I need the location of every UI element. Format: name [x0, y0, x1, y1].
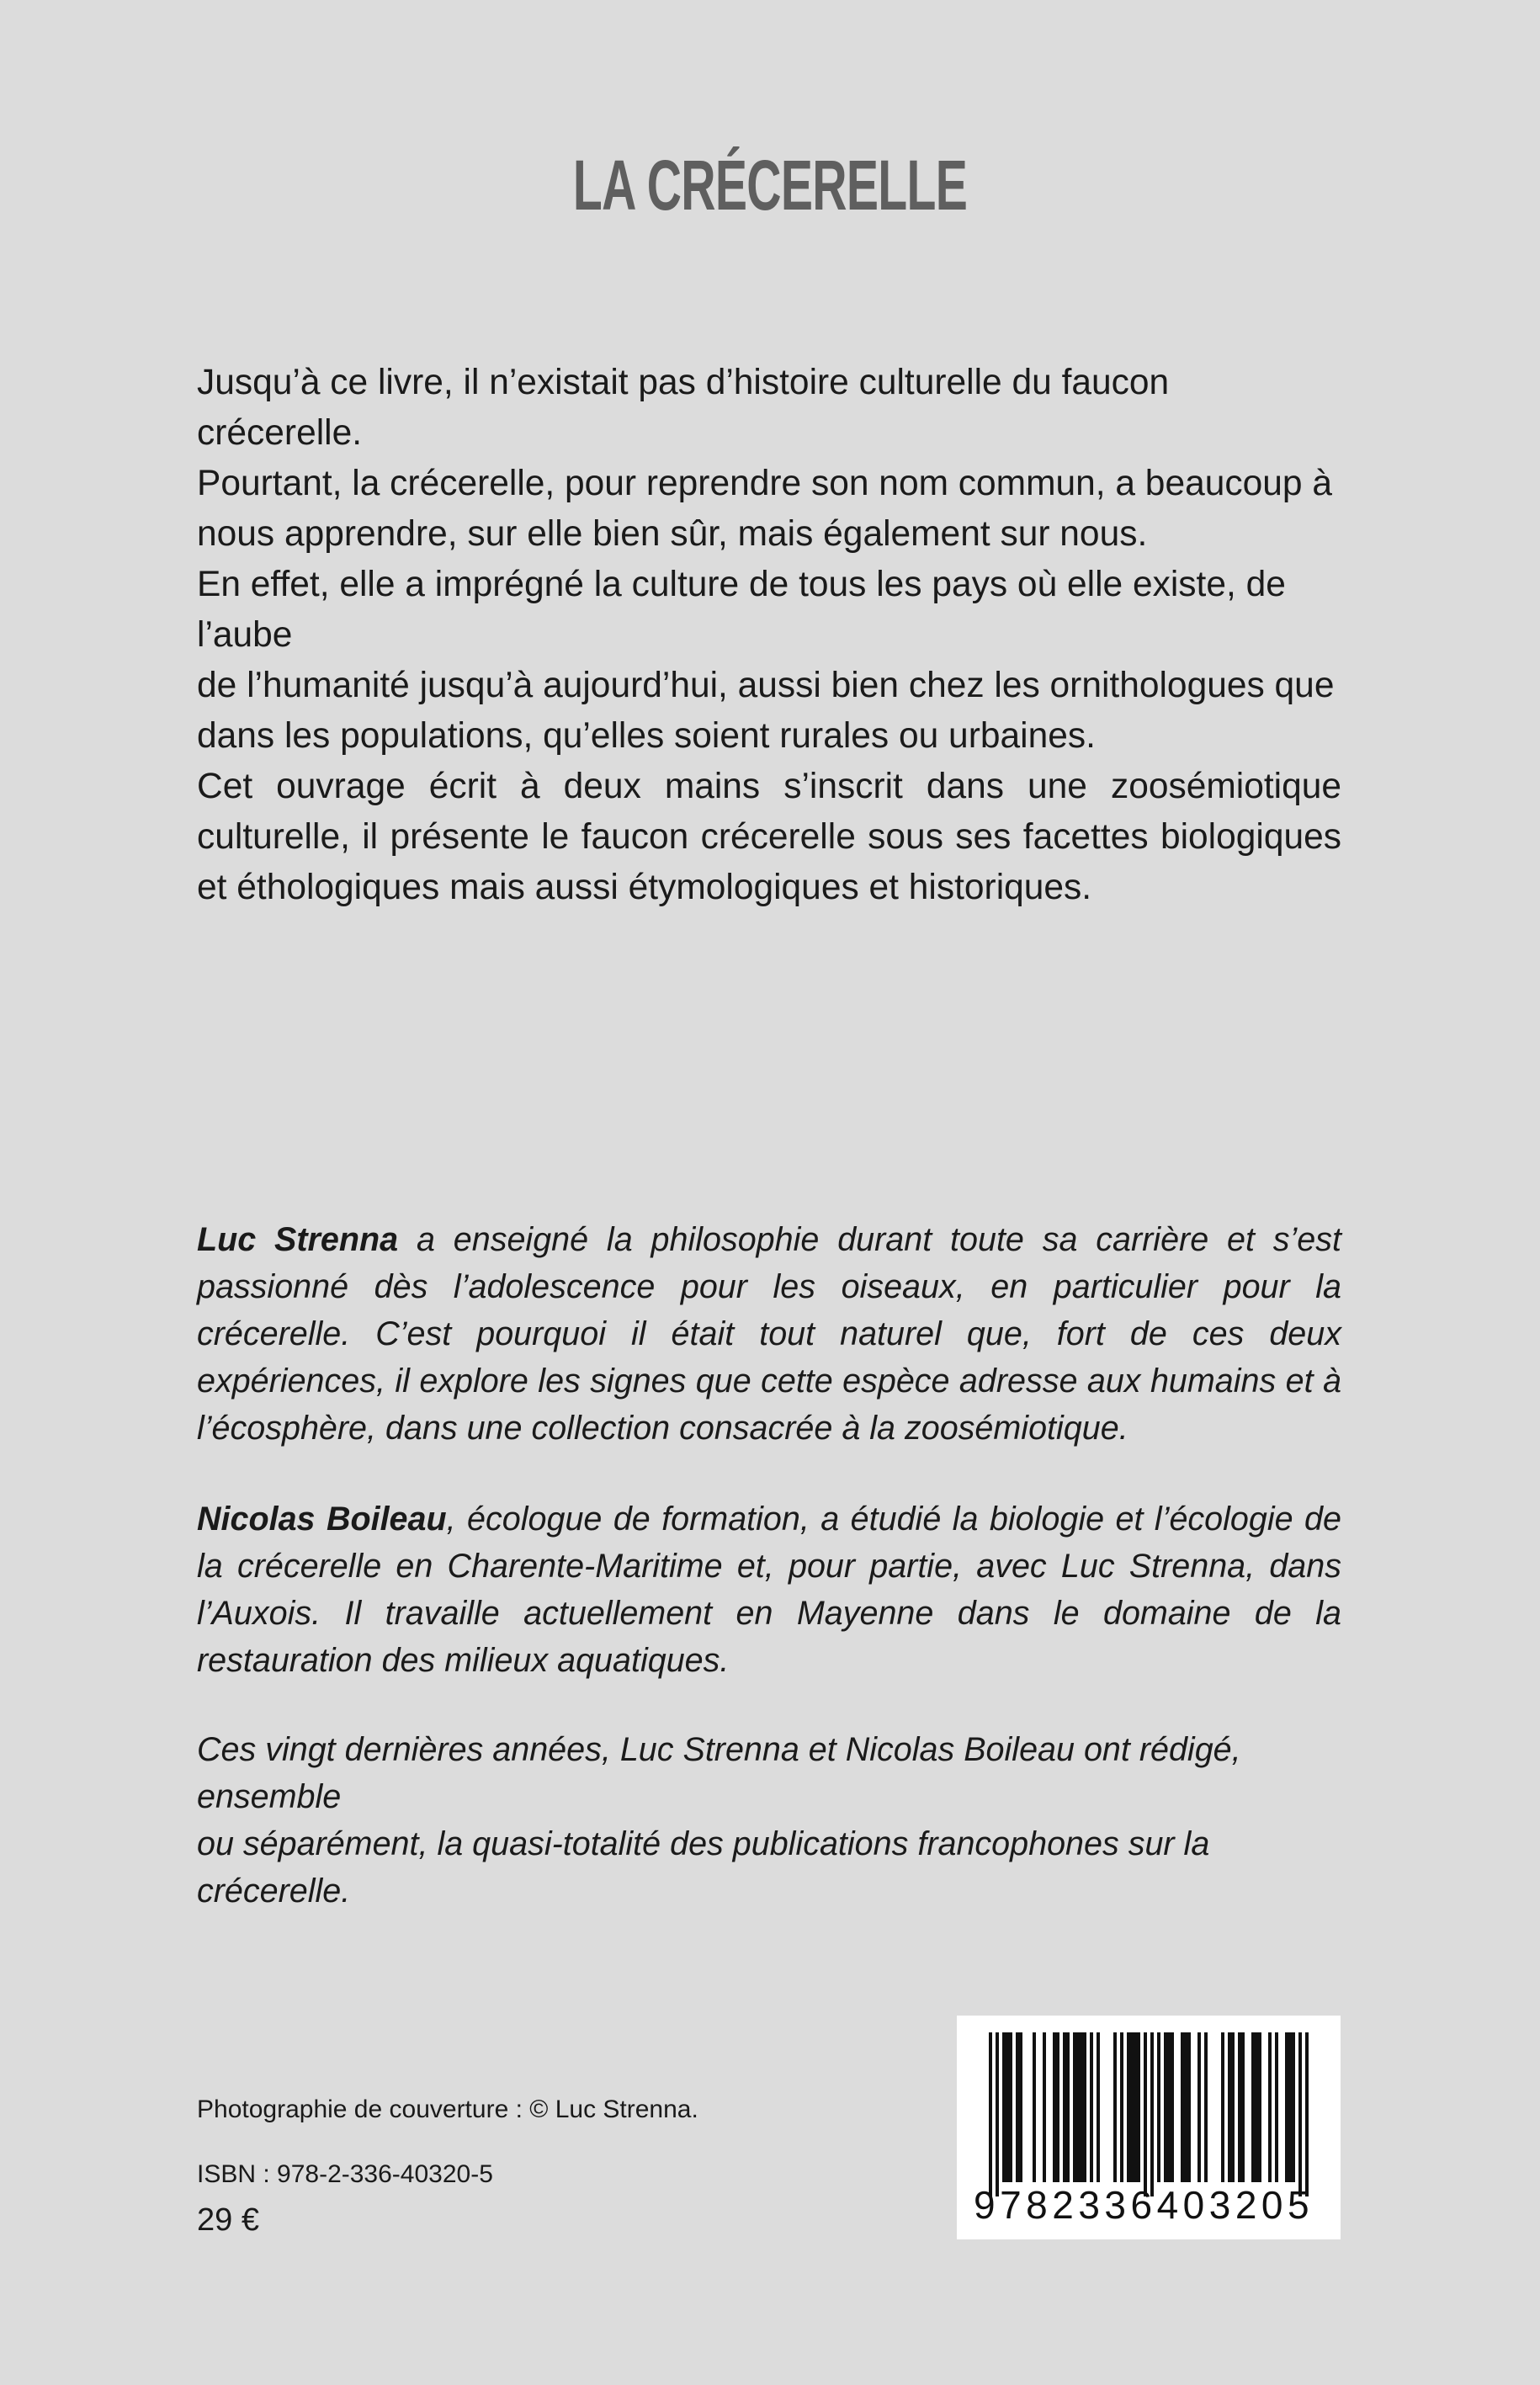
barcode-bar — [1130, 2032, 1134, 2182]
author-name: Nicolas Boileau — [197, 1501, 447, 1538]
blurb-line: nous apprendre, sur elle bien sûr, mais également sur nous. — [197, 514, 1148, 554]
barcode-bar — [1241, 2032, 1245, 2182]
barcode-bar — [1171, 2032, 1174, 2182]
barcode-bar — [1288, 2032, 1292, 2182]
blurb-paragraph-2 — [197, 459, 1341, 762]
barcode-bar — [1134, 2032, 1137, 2182]
book-title: LA CRÉCERELLE — [572, 146, 968, 225]
barcode-bar — [1305, 2032, 1309, 2196]
barcode-bar — [1097, 2032, 1100, 2182]
barcode-bar — [1238, 2032, 1241, 2182]
barcode-bar — [989, 2032, 992, 2196]
blurb-paragraph-3: Cet ouvrage écrit à deux mains s’inscrit dans une zoosémiotique culturelle, il présente le faucon crécerelle sous ses facettes biologiques et éthologiques mais aussi étymologiques et historiques. — [197, 767, 1341, 907]
barcode-bar — [1184, 2032, 1187, 2182]
barcode-bar — [1255, 2032, 1258, 2182]
author-name: Luc Strenna — [197, 1221, 399, 1258]
barcode-bar — [1228, 2032, 1231, 2182]
barcode-bar — [1298, 2032, 1302, 2196]
isbn: ISBN : 978-2-336-40320-5 — [197, 2160, 493, 2188]
barcode-bar — [1150, 2032, 1154, 2196]
barcode-bar — [1019, 2032, 1022, 2182]
barcode-bar — [1127, 2032, 1130, 2182]
price: 29 € — [197, 2202, 259, 2238]
barcode-bar — [1016, 2032, 1019, 2182]
barcode-bar — [1073, 2032, 1076, 2182]
barcode-bar — [1285, 2032, 1288, 2182]
barcode-bar — [1033, 2032, 1036, 2182]
note-line: ou séparément, la quasi-totalité des publications francophones sur la crécerelle. — [197, 1825, 1210, 1910]
barcode-bar — [1056, 2032, 1059, 2182]
barcode-bar — [1066, 2032, 1070, 2182]
barcode-bar — [1197, 2032, 1201, 2182]
barcode — [957, 2016, 1341, 2239]
barcode-bar — [1063, 2032, 1066, 2182]
barcode-bar — [1268, 2032, 1272, 2182]
photo-credit: Photographie de couverture : © Luc Strenna. — [197, 2096, 698, 2123]
barcode-bar — [1275, 2032, 1278, 2182]
barcode-bar — [1137, 2032, 1140, 2182]
barcode-bar — [1083, 2032, 1086, 2182]
author-bio-text: , écologue de formation, a étudié la biologie et l’écologie de la crécerelle en Charente-Maritime et, pour partie, avec Luc Strenna, dans l’Auxois. Il travaille actuellement en Mayenne dans le domaine de la restauration des milieux aquatiques. — [197, 1501, 1341, 1679]
barcode-bar — [1076, 2032, 1080, 2182]
barcode-bar — [1043, 2032, 1046, 2182]
author-bio-nicolas-boileau — [197, 1495, 1341, 1684]
joint-authors-note — [197, 1726, 1341, 1915]
barcode-bar — [1167, 2032, 1171, 2182]
barcode-bar — [1292, 2032, 1295, 2182]
blurb-line: Pourtant, la crécerelle, pour reprendre son nom commun, a beaucoup à — [197, 464, 1332, 503]
blurb-line: En effet, elle a imprégné la culture de tous les pays où elle existe, de l’aube — [197, 565, 1286, 655]
barcode-bar — [1006, 2032, 1009, 2182]
barcode-bar — [1258, 2032, 1261, 2182]
barcode-bar — [1204, 2032, 1208, 2182]
barcode-bar — [1002, 2032, 1006, 2182]
barcode-bar — [1144, 2032, 1147, 2196]
barcode-bar — [1157, 2032, 1160, 2182]
barcode-bar — [1181, 2032, 1184, 2182]
barcode-bar — [996, 2032, 999, 2196]
barcode-bar — [1187, 2032, 1191, 2182]
barcode-digits: 9782336403205 — [974, 2183, 1314, 2227]
barcode-bar — [1120, 2032, 1123, 2182]
barcode-bar — [1251, 2032, 1255, 2182]
note-line: Ces vingt dernières années, Luc Strenna et Nicolas Boileau ont rédigé, ensemble — [197, 1731, 1241, 1815]
barcode-bar — [1080, 2032, 1083, 2182]
barcode-bar — [1231, 2032, 1235, 2182]
blurb-line: de l’humanité jusqu’à aujourd’hui, aussi bien chez les ornithologues que — [197, 666, 1335, 705]
author-bio-text: a enseigné la philosophie durant toute sa carrière et s’est passionné dès l’adolescence pour les oiseaux, en particulier pour la crécerelle. C’est pourquoi il était tout naturel que, fort de ces deux expériences, il explore les signes que cette espèce adresse aux humains et à l’écosphère, dans une collection consacrée à la zoosémiotique. — [197, 1221, 1341, 1447]
author-bio-luc-strenna — [197, 1216, 1341, 1452]
barcode-bar — [1164, 2032, 1167, 2182]
barcode-bar — [1053, 2032, 1056, 2182]
barcode-bar — [1221, 2032, 1224, 2182]
blurb-line: dans les populations, qu’elles soient rurales ou urbaines. — [197, 716, 1096, 756]
barcode-bar — [1009, 2032, 1012, 2182]
blurb-paragraph-1: Jusqu’à ce livre, il n’existait pas d’histoire culturelle du faucon crécerelle. — [197, 363, 1170, 453]
barcode-bar — [1090, 2032, 1093, 2182]
barcode-bar — [1113, 2032, 1117, 2182]
